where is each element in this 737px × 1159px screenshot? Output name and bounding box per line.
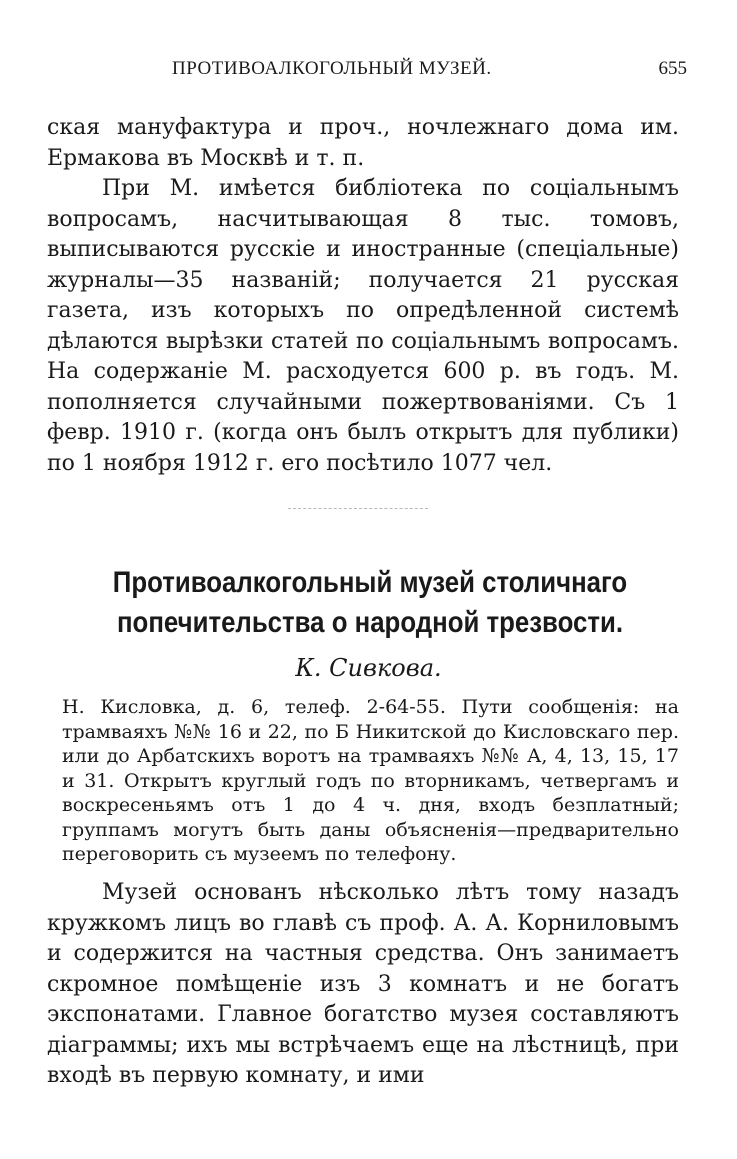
article-title-line-2: попечительства о народной трезвости.: [116, 606, 624, 639]
previous-article-text: [47, 113, 679, 479]
museum-info: Н. Кисловка, д. 6, телеф. 2-64-55. Пути сообщенія: на трамваяхъ №№ 16 и 22, по Б Никитской до Кисловскаго пер. или до Арбатскихъ воротъ на трамваяхъ №№ А, 4, 13, 15, 17 и 31. Открытъ круглый годъ по вторникамъ, четвергамъ и воскресеньямъ отъ 1 до 4 ч. дня, входъ безплатный; группамъ могутъ быть даны объясненія—предварительно переговорить съ музеемъ по телефону.: [62, 696, 679, 865]
page-number: 655: [658, 58, 687, 79]
library-paragraph: При М. имѣется библіотека по соціальнымъ вопросамъ, насчитывающая 8 тыс. томовъ, выписываются русскіе и иностранные (спеціальные) журналы—35 названій; получается 21 русская газета, изъ которыхъ по опредѣленной системѣ дѣлаются вырѣзки статей по соціальнымъ вопросамъ. На содержаніе М. расходуется 600 р. въ годъ. М. пополняется случайными пожертвованіями. Съ 1 февр. 1910 г. (когда онъ былъ открытъ для публики) по 1 ноября 1912 г. его посѣтило 1077 чел.: [47, 176, 679, 476]
article-body-paragraph: Музей основанъ нѣсколько лѣтъ тому назадъ кружкомъ лицъ во главѣ съ проф. А. А. Корниловымъ и содержится на частныя средства. Онъ занимаетъ скромное помѣщеніе изъ 3 комнатъ и не богатъ экспонатами. Главное богатство музея составляютъ діаграммы; ихъ мы встрѣчаемъ еще на лѣстницѣ, при входѣ въ первую комнату, и ими: [47, 880, 679, 1088]
section-divider: [288, 508, 428, 509]
article-body: [47, 878, 679, 1092]
article-title: [86, 563, 654, 643]
article-author: К. Сивкова.: [295, 654, 442, 682]
running-head: [0, 58, 737, 88]
continuation-paragraph: ская мануфактура и проч., ночлежнаго дома им. Ермакова въ Москвѣ и т. п.: [47, 115, 679, 171]
museum-info-block: [62, 695, 679, 867]
article-title-line-1: Противоалкогольный музей столичнаго: [112, 566, 628, 599]
running-title: ПРОТИВОАЛКОГОЛЬНЫЙ МУЗЕЙ.: [172, 58, 492, 79]
